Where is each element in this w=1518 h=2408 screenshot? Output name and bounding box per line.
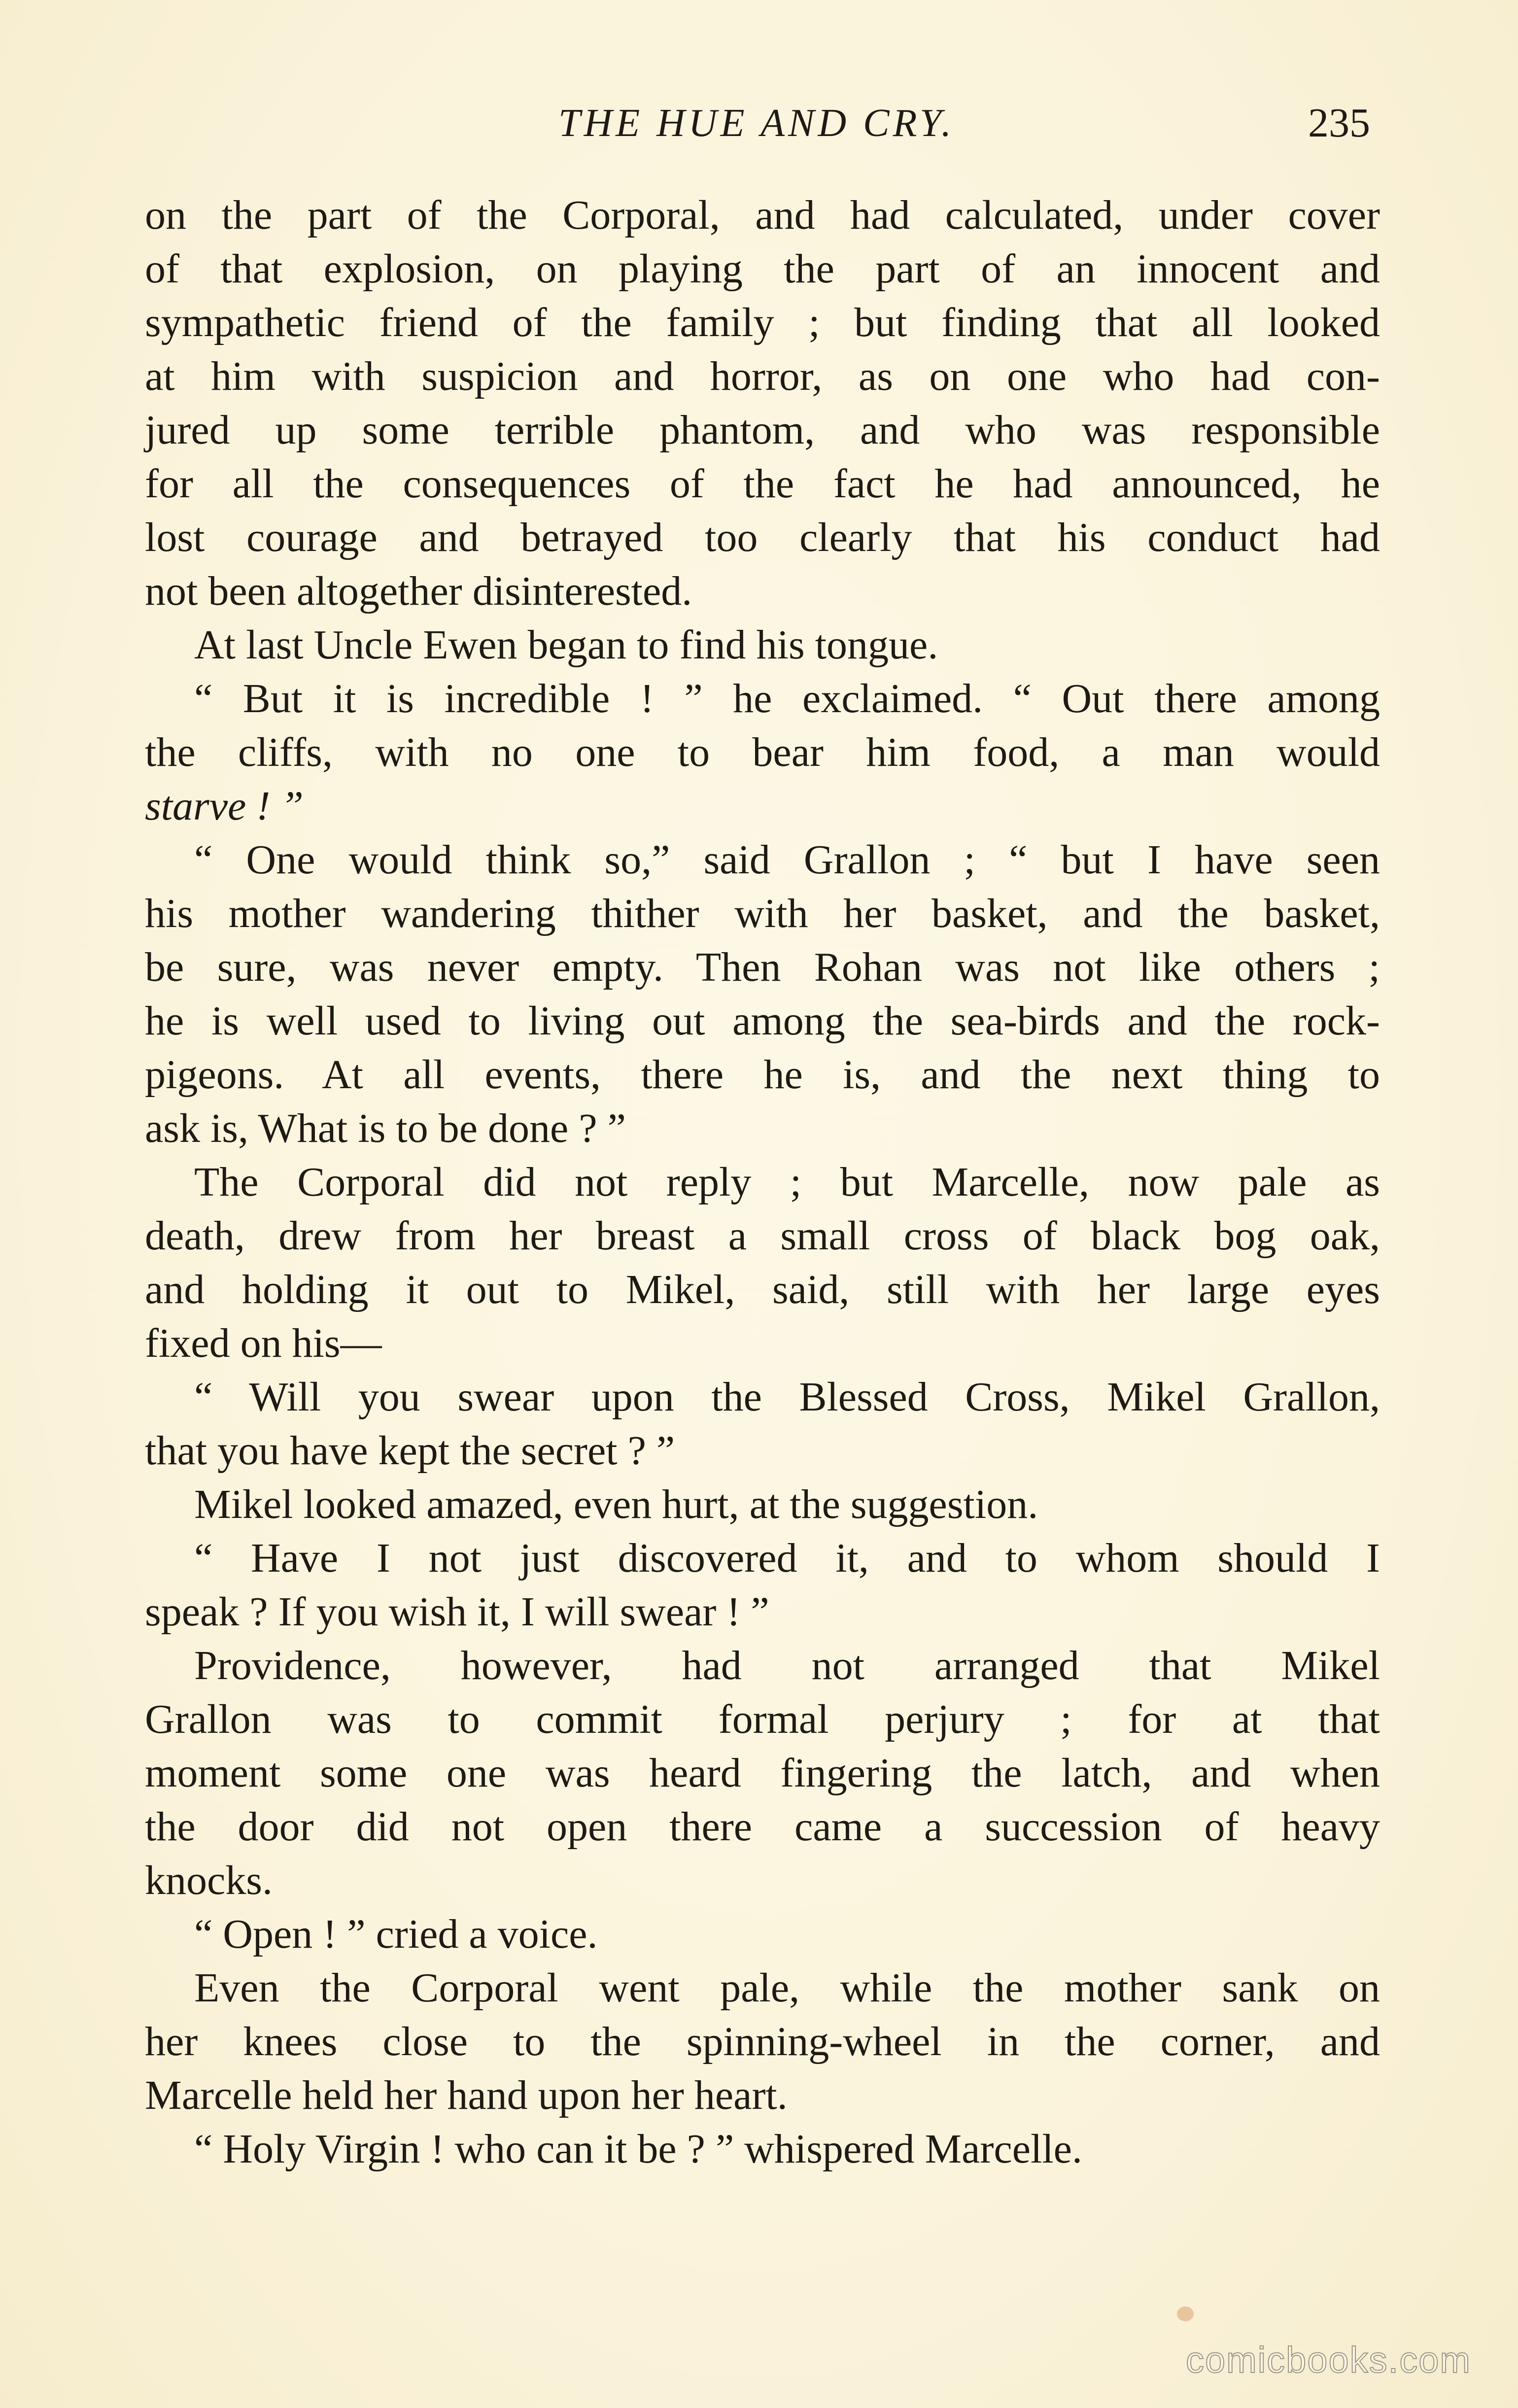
text-line: and holding it out to Mikel, said, still with her large eyes — [145, 1267, 1380, 1312]
text-line: “ One would think so,” said Grallon ; “ but I have seen — [194, 837, 1380, 883]
text-line: ask is, What is to be done ? ” — [145, 1105, 626, 1151]
text-line: fixed on his— — [145, 1320, 382, 1366]
watermark: comicbooks.com — [1185, 2339, 1471, 2380]
text-line: Marcelle held her hand upon her heart. — [145, 2072, 788, 2118]
text-line: Mikel looked amazed, even hurt, at the suggestion. — [194, 1481, 1038, 1527]
paper-stain — [1177, 2306, 1194, 2321]
text-line: jured up some terrible phantom, and who was responsible — [145, 407, 1380, 453]
body-text — [145, 188, 1380, 2176]
text-line: for all the consequences of the fact he had announced, he — [145, 461, 1380, 507]
text-line: speak ? If you wish it, I will swear ! ” — [145, 1589, 769, 1635]
text-line: be sure, was never empty. Then Rohan was not like others ; — [145, 944, 1380, 990]
text-line: of that explosion, on playing the part of an innocent and — [145, 246, 1380, 292]
text-line: At last Uncle Ewen began to find his tongue. — [194, 622, 938, 668]
text-line: Providence, however, had not arranged that Mikel — [194, 1643, 1380, 1688]
text-line: “ Open ! ” cried a voice. — [194, 1911, 598, 1957]
text-line: his mother wandering thither with her basket, and the basket, — [145, 891, 1380, 936]
text-line: that you have kept the secret ? ” — [145, 1428, 675, 1474]
text-line: not been altogether disinterested. — [145, 568, 692, 614]
text-line: Grallon was to commit formal perjury ; for at that — [145, 1696, 1380, 1742]
text-line: her knees close to the spinning-wheel in the corner, and — [145, 2019, 1380, 2064]
running-title: THE HUE AND CRY. — [558, 102, 955, 145]
text-line: lost courage and betrayed too clearly that his conduct had — [145, 515, 1380, 560]
page-number: 235 — [1308, 100, 1370, 146]
text-line: the cliffs, with no one to bear him food, a man would — [145, 729, 1380, 775]
text-line: the door did not open there came a succession of heavy — [145, 1804, 1380, 1850]
text-line: “ Holy Virgin ! who can it be ? ” whispered Marcelle. — [194, 2126, 1082, 2172]
text-line: at him with suspicion and horror, as on one who had con- — [145, 353, 1380, 399]
text-line: “ But it is incredible ! ” he exclaimed. “ Out there among — [194, 676, 1380, 722]
text-line: knocks. — [145, 1858, 273, 1903]
text-line: on the part of the Corporal, and had calculated, under cover — [145, 192, 1380, 238]
text-line: pigeons. At all events, there he is, and the next thing to — [145, 1052, 1380, 1098]
text-line: Even the Corporal went pale, while the mother sank on — [194, 1965, 1380, 2011]
text-line: moment some one was heard fingering the latch, and when — [145, 1750, 1380, 1796]
text-line: “ Have I not just discovered it, and to whom should I — [194, 1535, 1380, 1581]
running-head — [143, 94, 1370, 153]
text-line: death, drew from her breast a small cross of black bog oak, — [145, 1213, 1380, 1259]
text-line: he is well used to living out among the sea-birds and the rock- — [145, 998, 1380, 1044]
text-line: The Corporal did not reply ; but Marcelle, now pale as — [194, 1159, 1380, 1205]
text-line: sympathetic friend of the family ; but finding that all looked — [145, 300, 1380, 345]
text-line: starve ! ” — [145, 783, 304, 829]
text-line: “ Will you swear upon the Blessed Cross, Mikel Grallon, — [194, 1374, 1380, 1420]
